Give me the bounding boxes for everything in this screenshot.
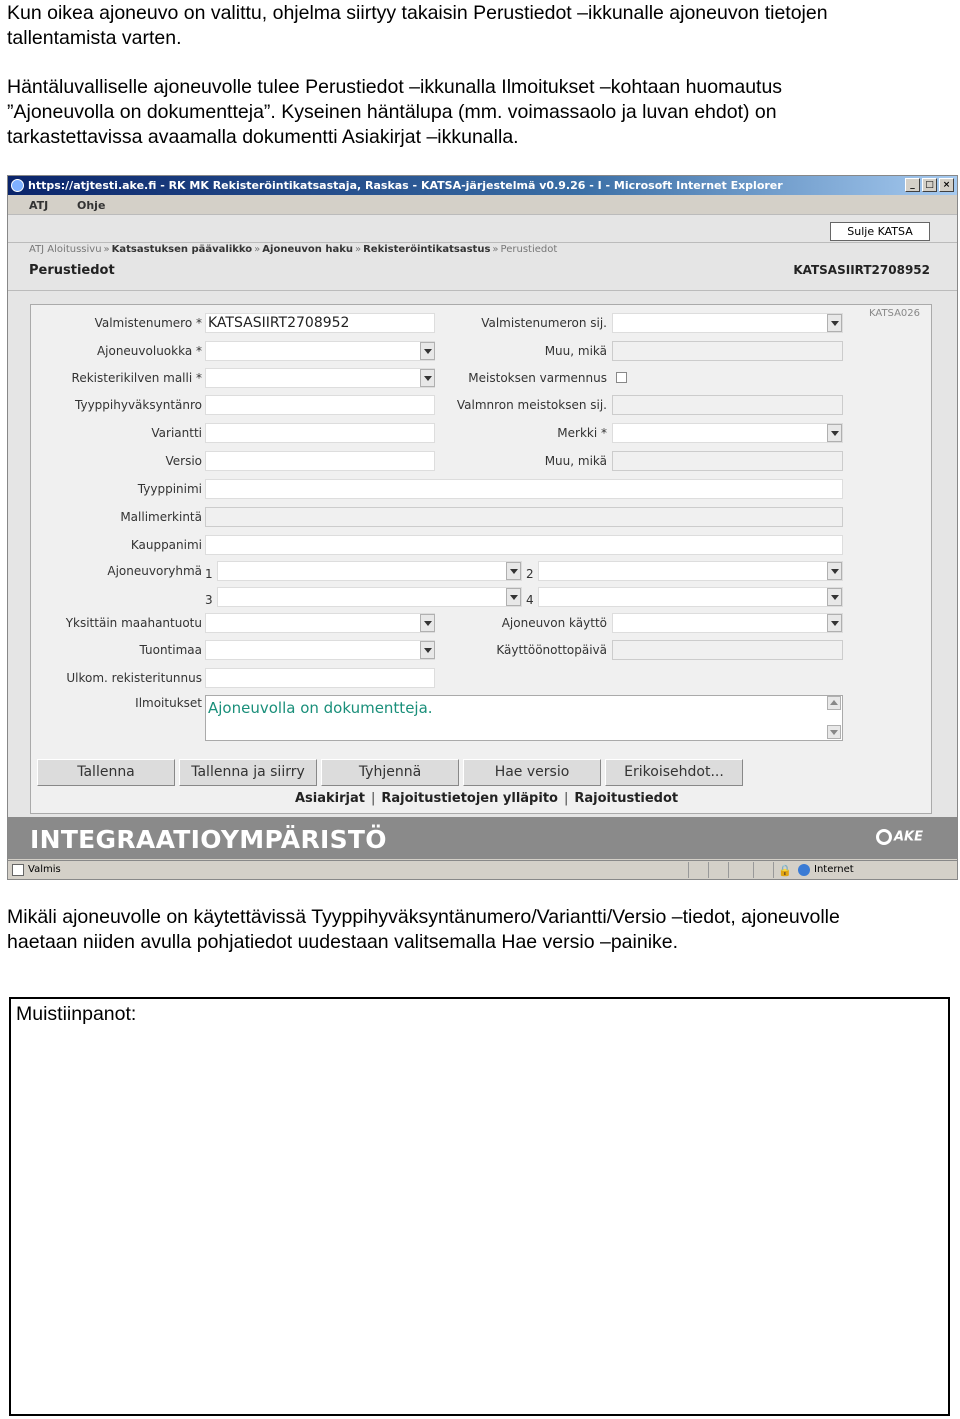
breadcrumb-item[interactable]: ATJ Aloitussivu bbox=[29, 244, 102, 255]
chevron-down-icon[interactable] bbox=[827, 424, 842, 442]
zone-text: Internet bbox=[814, 864, 854, 875]
page-icon bbox=[12, 864, 24, 876]
label-ilmoitukset: Ilmoitukset bbox=[135, 696, 202, 710]
form-panel bbox=[30, 304, 932, 814]
tuontimaa-select[interactable] bbox=[205, 640, 435, 660]
label-valmistenumero: Valmistenumero * bbox=[94, 316, 202, 330]
intro-text-2 bbox=[7, 75, 952, 150]
environment-name: INTEGRAATIOYMPÄRISTÖ bbox=[30, 825, 387, 854]
breadcrumb-item[interactable]: Rekisteröintikatsastus bbox=[363, 244, 491, 255]
versio-input[interactable] bbox=[205, 451, 435, 471]
erikoisehdot-button[interactable]: Erikoisehdot... bbox=[605, 759, 743, 786]
chevron-down-icon[interactable] bbox=[827, 314, 842, 332]
maximize-button[interactable]: □ bbox=[922, 178, 937, 192]
intro-line: tarkastettavissa avaamalla dokumentti Asiakirjat –ikkunalla. bbox=[7, 126, 519, 148]
breadcrumb-current: Perustiedot bbox=[500, 244, 558, 255]
breadcrumb: ATJ Aloitussivu » Katsastuksen päävalikko » Ajoneuvon haku » Rekisteröintikatsastus » Perustiedot bbox=[29, 244, 558, 255]
tallenna-ja-siirry-button[interactable]: Tallenna ja siirry bbox=[179, 759, 317, 786]
link-row: Asiakirjat | Rajoitustietojen ylläpito | Rajoitustiedot bbox=[295, 791, 679, 806]
ie-icon bbox=[11, 179, 24, 192]
breadcrumb-item[interactable]: Ajoneuvon haku bbox=[262, 244, 353, 255]
rajoitustietojen-yllapito-link[interactable]: Rajoitustietojen ylläpito bbox=[381, 791, 558, 806]
label-meistoksen-varmennus: Meistoksen varmennus bbox=[468, 371, 607, 385]
outro-line: Mikäli ajoneuvolle on käytettävissä Tyyppihyväksyntänumero/Variantti/Versio –tiedot, ajoneuvolle bbox=[7, 906, 840, 928]
intro-text bbox=[7, 1, 952, 51]
label-mallimerkinta: Mallimerkintä bbox=[120, 510, 202, 524]
status-text: Valmis bbox=[28, 864, 61, 875]
hae-versio-button[interactable]: Hae versio bbox=[463, 759, 601, 786]
breadcrumb-item[interactable]: Katsastuksen päävalikko bbox=[111, 244, 253, 255]
ajoneuvoryhma-2-select[interactable] bbox=[538, 561, 843, 581]
label-ajoneuvoluokka: Ajoneuvoluokka * bbox=[96, 344, 202, 358]
app-area bbox=[8, 214, 957, 859]
yksittain-maahantuotu-select[interactable] bbox=[205, 613, 435, 633]
record-id: KATSASIIRT2708952 bbox=[793, 263, 930, 277]
label-merkki: Merkki * bbox=[557, 426, 607, 440]
chevron-down-icon[interactable] bbox=[506, 588, 521, 606]
window-title: https://atjtesti.ake.fi - RK MK Rekisteröintikatsastaja, Raskas - KATSA-järjestelmä v0.9.26 - I - Microsoft Internet Explorer bbox=[28, 179, 783, 192]
muu-mika-1-input bbox=[612, 341, 843, 361]
ajoneuvoryhma-num-3: 3 bbox=[205, 593, 213, 607]
valmistenumero-input[interactable]: KATSASIIRT2708952 bbox=[205, 313, 435, 333]
chevron-down-icon[interactable] bbox=[506, 562, 521, 580]
ajoneuvoluokka-select[interactable] bbox=[205, 341, 435, 361]
chevron-down-icon[interactable] bbox=[420, 614, 435, 632]
ajoneuvoryhma-1-select[interactable] bbox=[217, 561, 522, 581]
tyyppinimi-input[interactable] bbox=[205, 479, 843, 499]
chevron-down-icon[interactable] bbox=[420, 641, 435, 659]
ilmoitukset-scrollbar[interactable] bbox=[827, 696, 842, 740]
label-valmistenumeron-sij: Valmistenumeron sij. bbox=[481, 316, 607, 330]
globe-icon bbox=[798, 864, 810, 876]
label-muu-mika-2: Muu, mikä bbox=[544, 454, 607, 468]
label-yksittain-maahantuotu: Yksittäin maahantuotu bbox=[65, 616, 202, 630]
page-title: Perustiedot bbox=[29, 263, 115, 278]
intro-line: tallentamista varten. bbox=[7, 27, 182, 49]
ajoneuvon-kaytto-select[interactable] bbox=[612, 613, 843, 633]
rekisterikilven-malli-select[interactable] bbox=[205, 368, 435, 388]
valmistenumeron-sij-select[interactable] bbox=[612, 313, 843, 333]
chevron-down-icon[interactable] bbox=[827, 614, 842, 632]
ulkom-rekisteritunnus-input[interactable] bbox=[205, 668, 435, 688]
intro-line: Häntäluvalliselle ajoneuvolle tulee Perustiedot –ikkunalla Ilmoitukset –kohtaan huomautus bbox=[7, 76, 783, 98]
intro-line: Kun oikea ajoneuvo on valittu, ohjelma siirtyy takaisin Perustiedot –ikkunalle ajoneuvon tietojen bbox=[7, 2, 828, 24]
menu-bar bbox=[8, 196, 957, 214]
scroll-down-icon[interactable] bbox=[827, 725, 841, 739]
valmnron-meistoksen-sij-input bbox=[612, 395, 843, 415]
intro-line: ”Ajoneuvolla on dokumentteja”. Kyseinen häntälupa (mm. voimassaolo ja luvan ehdot) on bbox=[7, 101, 777, 123]
label-variantti: Variantti bbox=[151, 426, 202, 440]
merkki-select[interactable] bbox=[612, 423, 843, 443]
chevron-down-icon[interactable] bbox=[420, 342, 435, 360]
label-ulkom-rekisteritunnus: Ulkom. rekisteritunnus bbox=[66, 671, 202, 685]
ajoneuvoryhma-num-1: 1 bbox=[205, 567, 213, 581]
tyyppihyvaksyntanro-input[interactable] bbox=[205, 395, 435, 415]
chevron-down-icon[interactable] bbox=[827, 588, 842, 606]
memo-box[interactable] bbox=[9, 997, 950, 1416]
tyhjenna-button[interactable]: Tyhjennä bbox=[321, 759, 459, 786]
lock-icon: 🔒 bbox=[778, 864, 792, 877]
ake-logo-icon bbox=[876, 829, 892, 845]
outro-line: haetaan niiden avulla pohjatiedot uudestaan valitsemalla Hae versio –painike. bbox=[7, 931, 679, 953]
ajoneuvoryhma-num-2: 2 bbox=[526, 567, 534, 581]
label-valmnron-meistoksen-sij: Valmnron meistoksen sij. bbox=[456, 398, 607, 412]
label-tyyppinimi: Tyyppinimi bbox=[137, 482, 202, 496]
ajoneuvoryhma-num-4: 4 bbox=[526, 593, 534, 607]
chevron-down-icon[interactable] bbox=[420, 369, 435, 387]
ilmoitukset-textarea[interactable]: Ajoneuvolla on dokumentteja. bbox=[205, 695, 843, 741]
scroll-up-icon[interactable] bbox=[827, 696, 841, 710]
close-katsa-button[interactable]: Sulje KATSA bbox=[830, 222, 930, 241]
minimize-button[interactable]: _ bbox=[905, 178, 920, 192]
kauppanimi-input[interactable] bbox=[205, 535, 843, 555]
muu-mika-2-input bbox=[612, 451, 843, 471]
label-versio: Versio bbox=[165, 454, 202, 468]
mallimerkinta-input bbox=[205, 507, 843, 527]
tallenna-button[interactable]: Tallenna bbox=[37, 759, 175, 786]
rajoitustiedot-link[interactable]: Rajoitustiedot bbox=[574, 791, 679, 806]
label-ajoneuvoryhma: Ajoneuvoryhmä bbox=[107, 564, 202, 578]
title-bar bbox=[8, 176, 957, 195]
close-window-button[interactable]: × bbox=[939, 178, 954, 192]
label-muu-mika-1: Muu, mikä bbox=[544, 344, 607, 358]
browser-window bbox=[7, 175, 958, 880]
form-code: KATSA026 bbox=[869, 308, 921, 319]
kayttoonottopaiva-input bbox=[612, 640, 843, 660]
ajoneuvoryhma-3-select[interactable] bbox=[217, 587, 522, 607]
menu-atj[interactable]: ATJ bbox=[29, 199, 49, 212]
chevron-down-icon[interactable] bbox=[827, 562, 842, 580]
variantti-input[interactable] bbox=[205, 423, 435, 443]
label-kayttoonottopaiva: Käyttöönottopäivä bbox=[496, 643, 607, 657]
label-ajoneuvon-kaytto: Ajoneuvon käyttö bbox=[501, 616, 607, 630]
environment-banner bbox=[8, 817, 957, 859]
menu-ohje[interactable]: Ohje bbox=[77, 199, 106, 212]
label-kauppanimi: Kauppanimi bbox=[130, 538, 202, 552]
status-bar bbox=[8, 860, 957, 879]
memo-label: Muistiinpanot: bbox=[16, 1003, 137, 1025]
label-tuontimaa: Tuontimaa bbox=[139, 643, 202, 657]
ake-logo: AKE bbox=[876, 829, 923, 845]
meistoksen-varmennus-checkbox[interactable] bbox=[616, 372, 627, 383]
outro-text bbox=[7, 905, 952, 955]
label-rekisterikilven-malli: Rekisterikilven malli * bbox=[71, 371, 202, 385]
button-row bbox=[37, 759, 743, 786]
ajoneuvoryhma-4-select[interactable] bbox=[538, 587, 843, 607]
asiakirjat-link[interactable]: Asiakirjat bbox=[295, 791, 365, 806]
label-tyyppihyvaksyntanro: Tyyppihyväksyntänro bbox=[75, 398, 202, 412]
